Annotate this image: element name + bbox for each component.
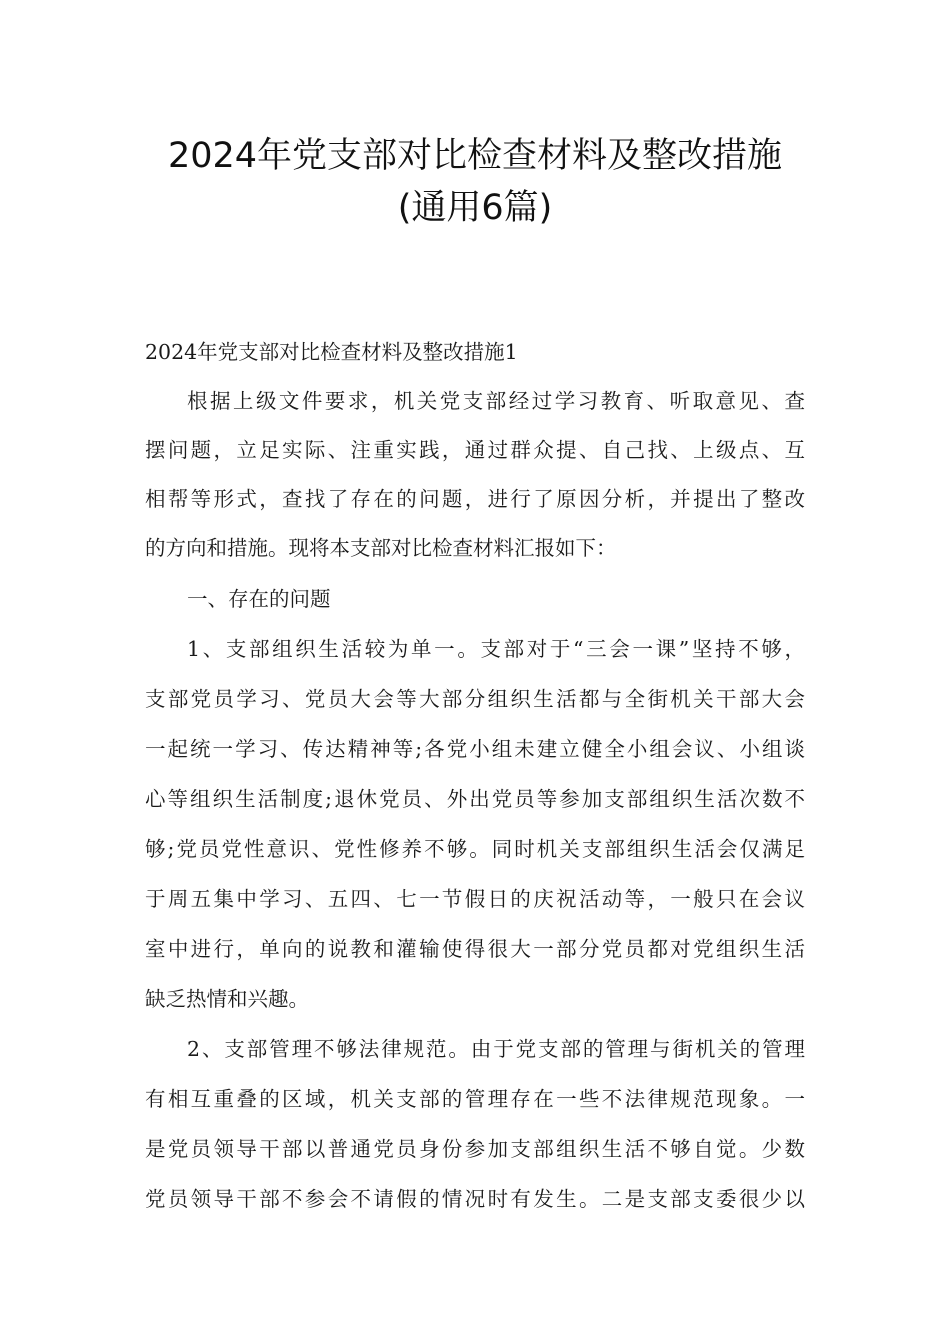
subsection-heading: 一、存在的问题 <box>187 587 331 611</box>
paragraph-line: 够;党员党性意识、党性修养不够。同时机关支部组织生活会仅满足 <box>145 837 805 861</box>
paragraph-line: 根据上级文件要求，机关党支部经过学习教育、听取意见、查 <box>187 389 805 413</box>
section-heading: 2024年党支部对比检查材料及整改措施1 <box>145 340 518 364</box>
paragraph-line: 的方向和措施。现将本支部对比检查材料汇报如下： <box>145 536 617 560</box>
paragraph-line: 心等组织生活制度;退休党员、外出党员等参加支部组织生活次数不 <box>145 787 805 811</box>
paragraph-line: 2、支部管理不够法律规范。由于党支部的管理与街机关的管理 <box>187 1037 805 1061</box>
document-title-line-2: (通用6篇) <box>397 188 553 228</box>
document-title-line-1: 2024年党支部对比检查材料及整改措施 <box>167 136 783 176</box>
paragraph-line: 缺乏热情和兴趣。 <box>145 987 309 1011</box>
paragraph-line: 摆问题，立足实际、注重实践，通过群众提、自己找、上级点、互 <box>145 438 805 462</box>
paragraph-line: 一起统一学习、传达精神等;各党小组未建立健全小组会议、小组谈 <box>145 737 805 761</box>
paragraph-line: 相帮等形式，查找了存在的问题，进行了原因分析，并提出了整改 <box>145 487 805 511</box>
paragraph-line: 1、支部组织生活较为单一。支部对于“三会一课”坚持不够， <box>187 637 805 661</box>
paragraph-line: 支部党员学习、党员大会等大部分组织生活都与全街机关干部大会 <box>145 687 805 711</box>
paragraph-line: 党员领导干部不参会不请假的情况时有发生。二是支部支委很少以 <box>145 1187 805 1211</box>
paragraph-line: 有相互重叠的区域，机关支部的管理存在一些不法律规范现象。一 <box>145 1087 805 1111</box>
paragraph-line: 室中进行，单向的说教和灌输使得很大一部分党员都对党组织生活 <box>145 937 805 961</box>
paragraph-line: 是党员领导干部以普通党员身份参加支部组织生活不够自觉。少数 <box>145 1137 805 1161</box>
paragraph-line: 于周五集中学习、五四、七一节假日的庆祝活动等，一般只在会议 <box>145 887 805 911</box>
